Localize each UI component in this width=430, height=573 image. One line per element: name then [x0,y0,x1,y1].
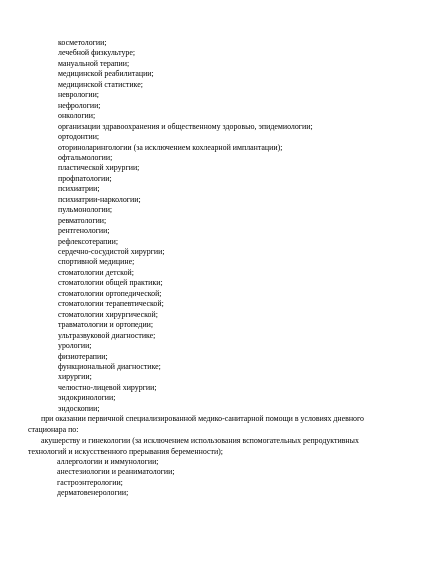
list-item: рефлексотерапии; [58,236,119,246]
list-item: онкологии; [58,111,96,121]
item-obstetrics-line-2: технологий и искусственного прерывания беременности); [28,446,223,456]
list-item: медицинской реабилитации; [58,69,154,79]
list-item: урологии; [58,341,92,351]
list-item: офтальмологии; [58,152,113,162]
list-item: эндокринологии; [58,393,116,403]
list-item: неврологии; [58,90,99,100]
intro-line-2: стационара по: [28,424,79,434]
list-item: хирургии; [58,372,92,382]
list-item: стоматологии терапевтической; [58,299,164,309]
list-item: профпатологии; [58,173,112,183]
list-item: рентгенологии; [58,226,110,236]
list-item: дерматовенерологии; [57,488,129,498]
list-item: ортодонтии; [58,132,100,142]
list-item: травматологии и ортопедии; [58,320,154,330]
list-item: сердечно-сосудистой хирургии; [58,247,165,256]
list-item: пульмонологии; [58,205,113,215]
list-item: пластической хирургии; [58,163,140,173]
list-item: нефрологии; [58,100,101,110]
list-item: физиотерапии; [58,351,108,361]
item-obstetrics-line-1: акушерству и гинекологии (за исключением использования вспомогательных репродуктивных [41,436,359,446]
list-item: стоматологии детской; [58,267,134,277]
list-item: организации здравоохранения и общественному здоровью, эпидемиологии; [58,121,313,131]
list-item: челюстно-лицевой хирургии; [58,382,157,392]
list-item: стоматологии хирургической; [58,309,158,319]
list-item: спортивной медицине; [58,257,135,267]
list-item: ревматологии; [58,215,107,225]
list-item: косметологии; [58,38,107,47]
list-item: оториноларингологии (за исключением кохлеарной имплантации); [58,142,283,152]
list-item: медицинской статистике; [58,79,143,89]
list-item: аллергологии и иммунологии; [57,457,159,466]
list-item: гастроэнтерологии; [57,477,123,487]
list-item: стоматологии общей практики; [58,278,163,288]
list-item: психиатрии; [58,184,100,194]
list-item: ультразвуковой диагностике; [58,330,156,340]
list-item: эндоскопии; [58,403,100,413]
list-item: функциональной диагностике; [58,361,161,371]
list-item: психиатрии-наркологии; [58,194,141,204]
list-item: мануальной терапии; [58,58,130,68]
list-item: стоматологии ортопедической; [58,288,162,298]
list-item: анестезиологии и реаниматологии; [57,467,175,477]
list-item: лечебной физкультуре; [58,48,136,58]
intro-line-1: при оказании первичной специализированной медико-санитарной помощи в условиях дневного [41,414,364,424]
